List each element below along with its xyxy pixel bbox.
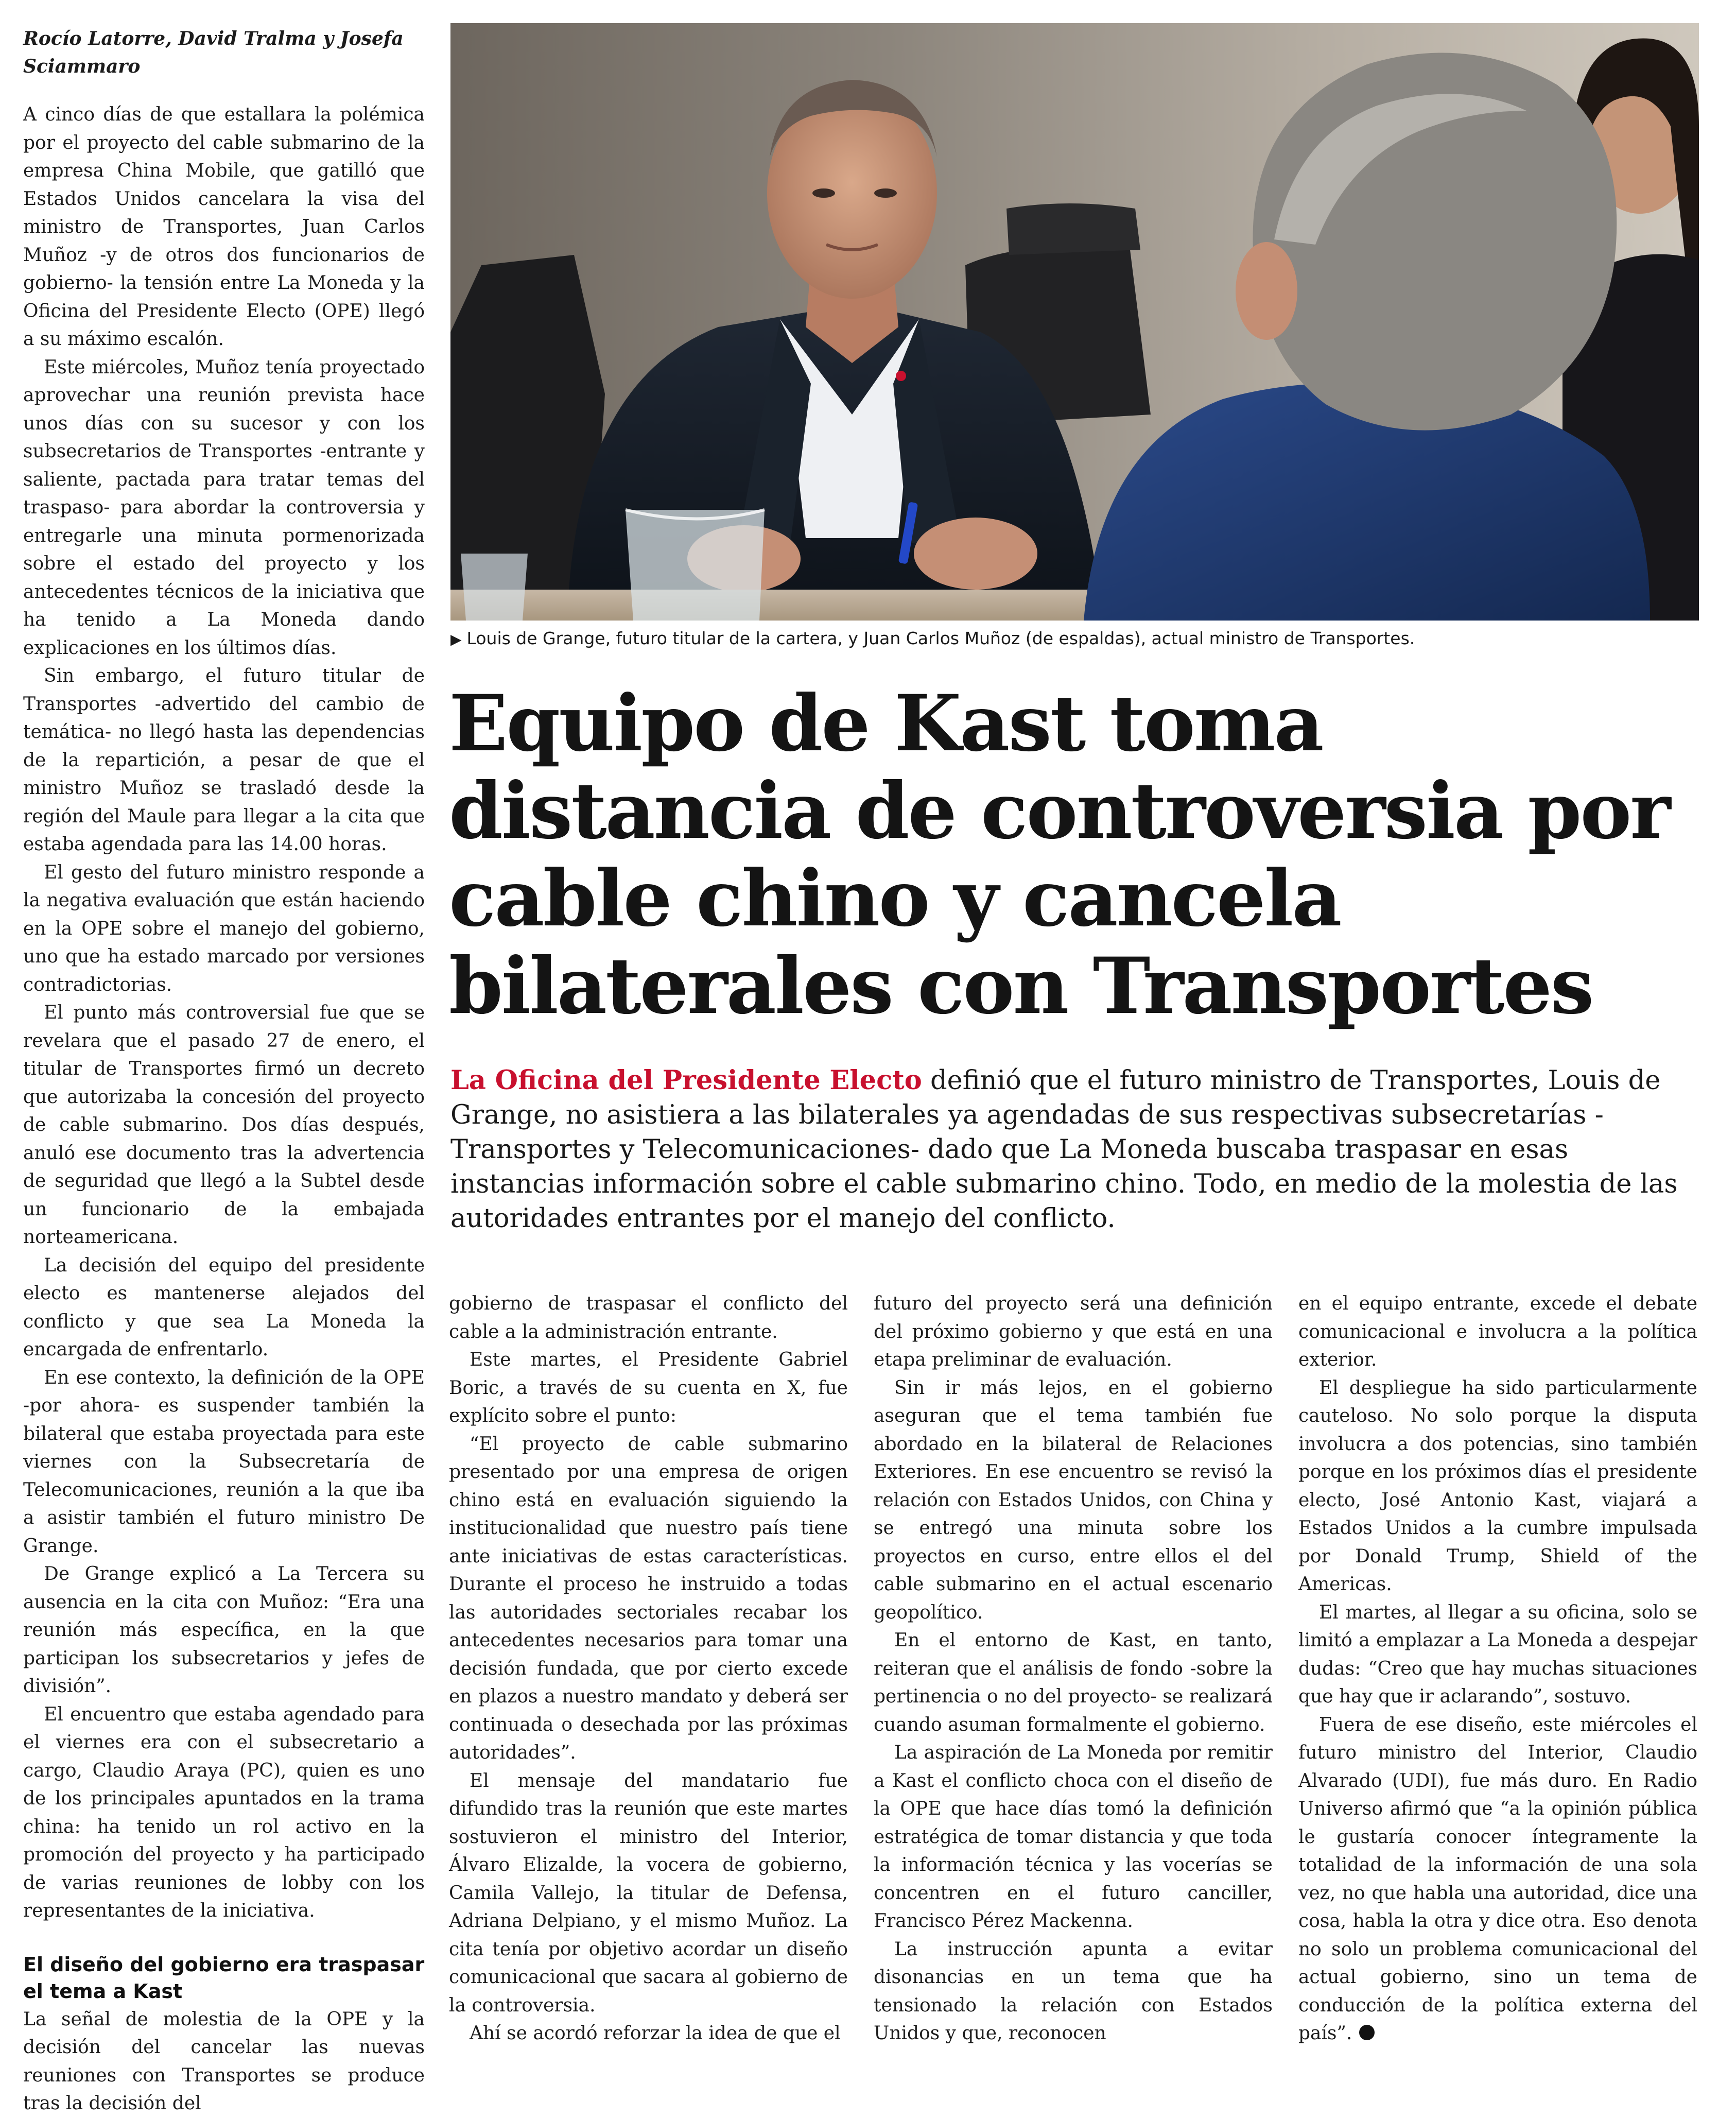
paragraph: En el entorno de Kast, en tanto, reiteran que el análisis de fondo -sobre la pertinencia o no del proyecto- se realizará cuando asuman formalmente el gobierno. [874,1630,1273,1735]
paragraph: Sin ir más lejos, en el gobierno aseguran que el tema también fue abordado en la bilateral de Relaciones Exteriores. En ese encuentro se revisó la relación con Estados Unidos, con China y se entregó una minuta sobre los proyectos en curso, entre ellos el del cable submarino en el actual escenario geopolítico. [874,1377,1273,1623]
headline: Equipo de Kast toma distancia de controversia por cable chino y cancela bilaterales con Transportes [449,678,1670,1031]
news-photo [450,23,1699,621]
column-3 [874,1290,1273,2048]
paragraph: La señal de molestia de la OPE y la decisión del cancelar las nuevas reuniones con Transportes se produce tras la decisión del [23,2008,425,2114]
paragraph: El gesto del futuro ministro responde a la negativa evaluación que están haciendo en la OPE sobre el manejo del gobierno, uno que ha estado marcado por versiones contradictorias. [23,862,425,995]
lead-kicker: La Oficina del Presidente Electo [450,1065,922,1096]
paragraph: La aspiración de La Moneda por remitir a Kast el conflicto choca con el diseño de la OPE que hace días tomó la definición estratégica de tomar distancia y que toda la información técnica y las vocerías se concentren en el futuro canciller, Francisco Pérez Mackenna. [874,1742,1273,1932]
subheading: El diseño del gobierno era traspasar el tema a Kast [23,1953,425,2003]
paragraph: “El proyecto de cable submarino presentado por una empresa de origen chino está en evaluación siguiendo la institucionalidad que nuestro país tiene ante iniciativas de estas características. Durante el proceso he instruido a todas las autoridades sectoriales recabar los antecedentes necesarios para tomar una decisión fundada, que por cierto excede en plazos a nuestro mandato y deberá ser continuada o desechada por las próximas autoridades”. [449,1433,848,1763]
paragraph: Este martes, el Presidente Gabriel Boric, a través de su cuenta en X, fue explícito sobre el punto: [449,1349,848,1426]
photo-caption [450,626,1699,652]
paragraph: De Grange explicó a La Tercera su ausencia en la cita con Muñoz: “Era una reunión más específica, en la que participan los subsecretarios y jefes de división”. [23,1563,425,1697]
paragraph: El despliegue ha sido particularmente cauteloso. No solo porque la disputa involucra a dos potencias, sino también porque en los próximos días el presidente electo, José Antonio Kast, viajará a Estados Unidos a la cumbre impulsada por Donald Trump, Shield of the Americas. [1298,1377,1697,1595]
paragraph: El punto más controversial fue que se revelara que el pasado 27 de enero, el titular de Transportes firmó un decreto que autorizaba la concesión del proyecto de cable submarino. Dos días después, anuló ese documento tras la advertencia de seguridad que llegó a la Subtel desde un funcionario de la embajada norteamericana. [23,1002,425,1248]
paragraph: Sin embargo, el futuro titular de Transportes -advertido del cambio de temática- no llegó hasta las dependencias de la repartición, a pesar de que el ministro Muñoz se trasladó desde la región del Maule para llegar a la cita que estaba agendada para las 14.00 horas. [23,665,425,855]
lead-paragraph [450,1063,1707,1236]
paragraph: futuro del proyecto será una definición del próximo gobierno y que está en una etapa preliminar de evaluación. [874,1293,1273,1370]
column-4 [1298,1290,1697,2048]
paragraph: La decisión del equipo del presidente electo es mantenerse alejados del conflicto y que sea La Moneda la encargada de enfrentarlo. [23,1254,425,1360]
caption-text: Louis de Grange, futuro titular de la cartera, y Juan Carlos Muñoz (de espaldas), actual ministro de Transportes. [466,628,1415,648]
caption-triangle-icon: ▶ [450,631,462,648]
paragraph [1298,1711,1697,2048]
byline: Rocío Latorre, David Tralma y Josefa Sciammaro [23,28,404,77]
end-mark-icon [1359,2025,1375,2040]
paragraph-text: Fuera de ese diseño, este miércoles el futuro ministro del Interior, Claudio Alvarado (UDI), fue más duro. En Radio Universo afirmó que “a la opinión pública le gustaría conocer íntegramente la totalidad de la información de una sola vez, no que habla una autoridad, dice una cosa, habla la otra y dice otra. Eso denota no solo un problema comunicacional del actual gobierno, sino un tema de conducción de la política externa del país”. [1298,1714,1697,2044]
left-column [23,101,425,2118]
paragraph: En ese contexto, la definición de la OPE -por ahora- es suspender también la bilateral que estaba proyectada para este viernes con la Subsecretaría de Telecomunicaciones, reunión a la que iba a asistir también el futuro ministro De Grange. [23,1367,425,1557]
paragraph: El mensaje del mandatario fue difundido tras la reunión que este martes sostuvieron el ministro del Interior, Álvaro Elizalde, la vocera de gobierno, Camila Vallejo, la titular de Defensa, Adriana Delpiano, y el mismo Muñoz. La cita tenía por objetivo acordar un diseño comunicacional que sacara al gobierno de la controversia. [449,1770,848,2016]
column-2 [449,1290,848,2048]
paragraph: El martes, al llegar a su oficina, solo se limitó a emplazar a La Moneda a despejar dudas: “Creo que hay muchas situaciones que hay que ir aclarando”, sostuvo. [1298,1602,1697,1707]
paragraph: en el equipo entrante, excede el debate comunicacional e involucra a la política exterior. [1298,1293,1697,1370]
paragraph: La instrucción apunta a evitar disonancias en un tema que ha tensionado la relación con Estados Unidos y que, reconocen [874,1938,1273,2044]
paragraph: El encuentro que estaba agendado para el viernes era con el subsecretario a cargo, Claudio Araya (PC), quien es uno de los principales apuntados en la trama china: ha tenido un rol activo en la promoción del proyecto y ha participado de varias reuniones de lobby con los representantes de la iniciativa. [23,1703,425,1921]
paragraph: Este miércoles, Muñoz tenía proyectado aprovechar una reunión prevista hace unos días con su sucesor y con los subsecretarios de Transportes -entrante y saliente, pactada para tratar temas del traspaso- para abordar la controversia y entregarle una minuta pormenorizada sobre el estado del proyecto y los antecedentes técnicos de la iniciativa que ha tenido a La Moneda dando explicaciones en los últimos días. [23,356,425,659]
paragraph: Ahí se acordó reforzar la idea de que el [470,2023,841,2044]
lead-text: definió que el futuro ministro de Transportes, Louis de Grange, no asistiera a las bilaterales ya agendadas de sus respectivas subsecretarías -Transportes y Telecomunicaciones- dado que La Moneda buscaba traspasar en esas instancias información sobre el cable submarino chino. Todo, en medio de la molestia de las autoridades entrantes por el manejo del conflicto. [450,1065,1678,1234]
paragraph: gobierno de traspasar el conflicto del cable a la administración entrante. [449,1293,848,1342]
paragraph: A cinco días de que estallara la polémica por el proyecto del cable submarino de la empresa China Mobile, que gatilló que Estados Unidos cancelara la visa del ministro de Transportes, Juan Carlos Muñoz -y de otros dos funcionarios de gobierno- la tensión entre La Moneda y la Oficina del Presidente Electo (OPE) llegó a su máximo escalón. [23,104,425,350]
